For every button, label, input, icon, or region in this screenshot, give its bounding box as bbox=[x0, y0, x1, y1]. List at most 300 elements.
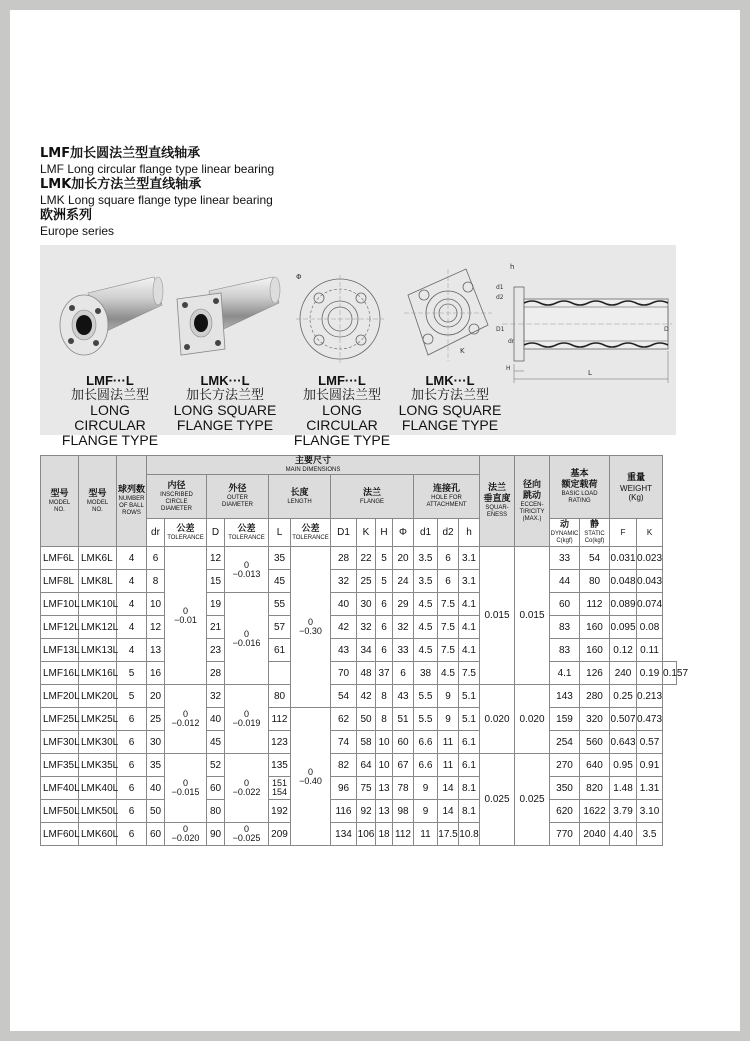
table-cell: 7.5 bbox=[438, 639, 459, 662]
label: MODEL bbox=[48, 499, 71, 506]
table-row bbox=[41, 593, 677, 616]
table-cell: 98 bbox=[393, 800, 414, 823]
table-row bbox=[41, 547, 677, 570]
table-cell: 6.1 bbox=[459, 754, 480, 777]
table-cell: 5.5 bbox=[414, 708, 438, 731]
label: 外径 bbox=[228, 484, 247, 494]
table-cell: 64 bbox=[357, 754, 376, 777]
table-row bbox=[41, 662, 677, 685]
table-cell: 9 bbox=[414, 800, 438, 823]
table-cell: 38 bbox=[414, 662, 438, 685]
label: −0.012 bbox=[171, 718, 200, 728]
table-cell: 10 bbox=[376, 731, 393, 754]
table-cell: 45 bbox=[269, 570, 291, 593]
D-tolerance-empty bbox=[269, 662, 291, 685]
table-cell: 5 bbox=[117, 685, 147, 708]
k-label: K bbox=[460, 347, 465, 355]
table-cell: 48 bbox=[357, 662, 376, 685]
table-cell: 82 bbox=[331, 754, 357, 777]
table-cell: 4.40 bbox=[610, 823, 637, 846]
table-row bbox=[41, 639, 677, 662]
table-cell: 5.1 bbox=[459, 685, 480, 708]
caption-lmk-photo bbox=[168, 373, 282, 433]
d1-label: d1 bbox=[496, 284, 504, 291]
table-cell: LMF6L bbox=[41, 547, 79, 570]
sub-static bbox=[580, 519, 610, 547]
caption-lmf-photo bbox=[54, 373, 166, 448]
table-cell: 34 bbox=[357, 639, 376, 662]
table-cell: 560 bbox=[580, 731, 610, 754]
table-cell: 60 bbox=[147, 823, 165, 846]
table-cell: 75 bbox=[357, 777, 376, 800]
label: CIRCLE bbox=[165, 498, 188, 505]
table-cell: 6 bbox=[117, 731, 147, 754]
table-cell: 0.19 bbox=[637, 662, 663, 685]
dr-tolerance-a bbox=[165, 547, 207, 685]
D-tolerance-d bbox=[225, 754, 269, 823]
table-cell: 43 bbox=[331, 639, 357, 662]
label: 重量 bbox=[627, 472, 646, 483]
table-cell: 4.1 bbox=[459, 616, 480, 639]
table-cell: 0.074 bbox=[637, 593, 663, 616]
label: FLANGE bbox=[359, 498, 384, 505]
table-cell: 240 bbox=[610, 662, 637, 685]
label: 0 bbox=[243, 824, 249, 834]
label: 0 bbox=[182, 778, 188, 788]
table-row bbox=[41, 800, 677, 823]
caption-en-1: LONG SQUARE bbox=[398, 402, 502, 418]
side-section-drawing bbox=[492, 259, 674, 419]
label: 垂直度 bbox=[483, 494, 511, 504]
label: WEIGHT bbox=[620, 483, 653, 493]
label: DYNAMIC bbox=[550, 531, 579, 537]
squareness-a: 0.015 bbox=[480, 547, 515, 685]
table-cell: 0.048 bbox=[610, 570, 637, 593]
caption-model: LMK···L bbox=[200, 373, 250, 388]
sub-dynamic bbox=[550, 519, 580, 547]
table-cell: 106 bbox=[357, 823, 376, 846]
table-cell: 6 bbox=[393, 662, 414, 685]
table-cell: 6 bbox=[438, 570, 459, 593]
label: 连接孔 bbox=[433, 484, 461, 494]
caption-en-2: FLANGE TYPE bbox=[176, 417, 274, 433]
label: 型号 bbox=[88, 488, 107, 499]
sub-L: L bbox=[269, 519, 291, 547]
table-row bbox=[41, 777, 677, 800]
table-cell: 20 bbox=[393, 547, 414, 570]
caption-model: LMF···L bbox=[86, 373, 134, 388]
table-cell: 25 bbox=[357, 570, 376, 593]
caption-en-2: FLANGE TYPE bbox=[61, 432, 159, 448]
table-cell: 16 bbox=[147, 662, 165, 685]
table-cell: 50 bbox=[147, 800, 165, 823]
label: 法兰 bbox=[488, 483, 507, 493]
table-cell: 7.5 bbox=[438, 616, 459, 639]
table-cell: 6 bbox=[376, 593, 393, 616]
table-cell: LMF20L bbox=[41, 685, 79, 708]
table-cell: LMF35L bbox=[41, 754, 79, 777]
table-row bbox=[41, 570, 677, 593]
table-cell: LMF10L bbox=[41, 593, 79, 616]
table-cell: 54 bbox=[580, 547, 610, 570]
sub-h: h bbox=[459, 519, 480, 547]
caption-en-1: LONG CIRCULAR bbox=[306, 402, 378, 433]
table-cell: LMF25L bbox=[41, 708, 79, 731]
sub-weight-K: K bbox=[637, 519, 663, 547]
label: MODEL bbox=[86, 499, 109, 506]
table-cell: 78 bbox=[393, 777, 414, 800]
table-cell: LMF13L bbox=[41, 639, 79, 662]
table-cell: 4 bbox=[117, 570, 147, 593]
lmk-front-view-drawing bbox=[398, 265, 496, 369]
label: C(kgf) bbox=[556, 538, 573, 544]
label: BASIC LOAD bbox=[561, 491, 598, 497]
table-cell: 11 bbox=[438, 754, 459, 777]
table-cell: 254 bbox=[550, 731, 580, 754]
table-cell: 62 bbox=[331, 708, 357, 731]
table-cell: 280 bbox=[580, 685, 610, 708]
label: −0.022 bbox=[232, 787, 261, 797]
header-row-1 bbox=[41, 456, 677, 475]
spec-table bbox=[40, 455, 689, 846]
label: 基本 bbox=[570, 469, 589, 479]
sub-D: D bbox=[207, 519, 225, 547]
table-cell: 820 bbox=[580, 777, 610, 800]
label: −0.015 bbox=[171, 787, 200, 797]
label: NO. bbox=[54, 506, 65, 513]
L-tolerance-b bbox=[291, 708, 331, 846]
table-cell: 60 bbox=[207, 777, 225, 800]
table-cell: LMF50L bbox=[41, 800, 79, 823]
label: NO. bbox=[92, 506, 103, 513]
table-cell: LMF16L bbox=[41, 662, 79, 685]
table-cell: 0.57 bbox=[637, 731, 663, 754]
label: 公差 bbox=[301, 523, 320, 534]
label: 长度 bbox=[290, 487, 309, 498]
table-cell: 3.10 bbox=[637, 800, 663, 823]
product-image-strip bbox=[40, 245, 676, 448]
table-cell: 126 bbox=[580, 662, 610, 685]
table-cell: 5 bbox=[117, 662, 147, 685]
label: 公差 bbox=[237, 523, 256, 534]
table-cell: 35 bbox=[147, 754, 165, 777]
table-cell: 10 bbox=[376, 754, 393, 777]
table-cell: 0.089 bbox=[610, 593, 637, 616]
table-cell: 6 bbox=[117, 777, 147, 800]
table-row bbox=[41, 685, 677, 708]
table-cell: 10.8 bbox=[459, 823, 480, 846]
table-cell: 40 bbox=[147, 777, 165, 800]
label: TOLERANCE bbox=[228, 534, 265, 541]
basic-load-header bbox=[550, 456, 610, 519]
table-cell: 209 bbox=[269, 823, 291, 846]
table-cell: LMK13L bbox=[79, 639, 117, 662]
table-cell: 6 bbox=[376, 616, 393, 639]
weight-header bbox=[610, 456, 663, 519]
label: −0.40 bbox=[299, 775, 322, 786]
table-cell: 4 bbox=[117, 639, 147, 662]
dr-tolerance-b bbox=[165, 685, 207, 754]
table-cell: 0.031 bbox=[610, 547, 637, 570]
table-cell: 40 bbox=[331, 593, 357, 616]
label: ENESS bbox=[486, 512, 508, 518]
label: OUTER bbox=[227, 495, 248, 501]
table-cell: 32 bbox=[357, 616, 376, 639]
table-cell: LMK60L bbox=[79, 823, 117, 846]
series-en: Europe series bbox=[40, 224, 115, 238]
label: 球列数 bbox=[117, 485, 145, 495]
label: −0.01 bbox=[174, 614, 197, 625]
table-cell: 21 bbox=[207, 616, 225, 639]
h-label: h bbox=[510, 263, 515, 271]
label: 公差 bbox=[176, 523, 195, 534]
table-cell: 8 bbox=[147, 570, 165, 593]
table-cell: 61 bbox=[269, 639, 291, 662]
label: 额定载荷 bbox=[561, 480, 598, 490]
table-cell: 14 bbox=[438, 800, 459, 823]
label: (MAX.) bbox=[522, 515, 542, 522]
label: 内径 bbox=[167, 480, 186, 491]
d2-label: d2 bbox=[496, 294, 504, 301]
table-cell: 134 bbox=[331, 823, 357, 846]
table-cell: 32 bbox=[393, 616, 414, 639]
table-cell: 4.5 bbox=[414, 616, 438, 639]
sub-H: H bbox=[376, 519, 393, 547]
table-cell: 74 bbox=[331, 731, 357, 754]
title-lmf-zh: LMF加长圆法兰型直线轴承 bbox=[40, 146, 201, 161]
table-cell: 22 bbox=[357, 547, 376, 570]
table-row bbox=[41, 754, 677, 777]
caption-zh: 加长圆法兰型 bbox=[302, 388, 381, 403]
table-cell: LMF60L bbox=[41, 823, 79, 846]
table-cell: 33 bbox=[393, 639, 414, 662]
table-cell: 12 bbox=[147, 616, 165, 639]
table-cell: 40 bbox=[207, 708, 225, 731]
table-cell: 14 bbox=[438, 777, 459, 800]
table-cell: 4 bbox=[117, 616, 147, 639]
table-cell: 4.5 bbox=[438, 662, 459, 685]
caption-en-1: LONG SQUARE bbox=[173, 402, 277, 418]
eccentricity-c: 0.025 bbox=[515, 754, 550, 846]
table-cell: 13 bbox=[376, 777, 393, 800]
table-cell: 70 bbox=[331, 662, 357, 685]
table-cell: 4.5 bbox=[414, 639, 438, 662]
table-cell: LMF40L bbox=[41, 777, 79, 800]
label: 跳动 bbox=[523, 490, 542, 501]
label: 0 bbox=[182, 709, 188, 719]
label: 0 bbox=[243, 559, 249, 570]
table-cell: 6.6 bbox=[414, 754, 438, 777]
label: NUMBER bbox=[118, 496, 145, 502]
table-cell: 80 bbox=[269, 685, 291, 708]
table-cell: 135 bbox=[269, 754, 291, 777]
table-cell: 0.12 bbox=[610, 639, 637, 662]
table-cell: LMK25L bbox=[79, 708, 117, 731]
table-cell: 3.5 bbox=[414, 570, 438, 593]
D-tolerance-a bbox=[225, 547, 269, 593]
title-lmk-en: LMK Long square flange type linear bearing bbox=[40, 193, 273, 207]
table-cell: 0.095 bbox=[610, 616, 637, 639]
H-label: H bbox=[506, 365, 511, 372]
caption-en-1: LONG CIRCULAR bbox=[74, 402, 146, 433]
table-row bbox=[41, 731, 677, 754]
table-cell: 4.1 bbox=[459, 639, 480, 662]
table-cell: 6 bbox=[438, 547, 459, 570]
table-cell: 45 bbox=[207, 731, 225, 754]
table-cell: 0.023 bbox=[637, 547, 663, 570]
table-cell: 620 bbox=[550, 800, 580, 823]
table-cell: 123 bbox=[269, 731, 291, 754]
label: −0.30 bbox=[299, 626, 322, 636]
document-header bbox=[40, 146, 274, 239]
table-cell: 6 bbox=[147, 547, 165, 570]
table-cell: 0.91 bbox=[637, 754, 663, 777]
table-cell: 50 bbox=[357, 708, 376, 731]
table-cell: 92 bbox=[357, 800, 376, 823]
caption-lmf-drawing bbox=[290, 373, 394, 448]
label: HOLE FOR bbox=[431, 495, 462, 501]
table-cell: LMK10L bbox=[79, 593, 117, 616]
table-cell: 640 bbox=[580, 754, 610, 777]
table-cell: 83 bbox=[550, 616, 580, 639]
table-cell: 8.1 bbox=[459, 800, 480, 823]
sub-L-tolerance bbox=[291, 519, 331, 547]
col-ball-rows bbox=[117, 456, 147, 547]
series-zh: 欧洲系列 bbox=[40, 208, 93, 223]
label: TIRICITY bbox=[519, 508, 545, 515]
label: 法兰 bbox=[362, 487, 381, 498]
squareness-c: 0.025 bbox=[480, 754, 515, 846]
phi-label: Φ bbox=[296, 273, 302, 281]
table-cell: LMK30L bbox=[79, 731, 117, 754]
sub-dr-tolerance bbox=[165, 519, 207, 547]
label: MAIN DIMENSIONS bbox=[285, 467, 341, 473]
sub-D1: D1 bbox=[331, 519, 357, 547]
table-cell: 30 bbox=[147, 731, 165, 754]
sub-K: K bbox=[357, 519, 376, 547]
table-cell: 20 bbox=[147, 685, 165, 708]
table-cell: 112 bbox=[269, 708, 291, 731]
caption-en-2: FLANGE TYPE bbox=[401, 417, 499, 433]
table-cell: 6 bbox=[117, 823, 147, 846]
table-cell: 6 bbox=[117, 800, 147, 823]
table-cell: 9 bbox=[438, 685, 459, 708]
table-cell: 151 154 bbox=[269, 777, 291, 800]
table-cell: 60 bbox=[550, 593, 580, 616]
table-cell: 10 bbox=[147, 593, 165, 616]
table-cell: 2040 bbox=[580, 823, 610, 846]
col-model-lmk bbox=[79, 456, 117, 547]
table-cell: LMK16L bbox=[79, 662, 117, 685]
table-cell: 24 bbox=[393, 570, 414, 593]
table-cell: 350 bbox=[550, 777, 580, 800]
table-cell: 83 bbox=[550, 639, 580, 662]
table-cell: 0.473 bbox=[637, 708, 663, 731]
table-cell: 1622 bbox=[580, 800, 610, 823]
table-cell: 112 bbox=[580, 593, 610, 616]
label: TOLERANCE bbox=[292, 534, 329, 541]
table-cell: 11 bbox=[414, 823, 438, 846]
table-cell: 17.5 bbox=[438, 823, 459, 846]
label: LENGTH bbox=[287, 498, 312, 505]
table-cell: 7.5 bbox=[438, 593, 459, 616]
table-cell: 9 bbox=[414, 777, 438, 800]
label: −0.016 bbox=[232, 637, 261, 648]
D-tolerance-b bbox=[225, 593, 269, 685]
table-cell: 0.043 bbox=[637, 570, 663, 593]
label: 径向 bbox=[523, 479, 542, 490]
D-tolerance-c bbox=[225, 685, 269, 754]
label: DIAMETER bbox=[160, 505, 192, 512]
table-cell: 9 bbox=[438, 708, 459, 731]
inner-diameter-header bbox=[147, 475, 207, 519]
caption-lmk-drawing bbox=[398, 373, 502, 433]
L-tolerance-a bbox=[291, 547, 331, 708]
table-cell: LMF12L bbox=[41, 616, 79, 639]
table-cell: 3.1 bbox=[459, 547, 480, 570]
table-cell: 4.1 bbox=[459, 593, 480, 616]
label: 0 bbox=[307, 617, 313, 627]
label: 静 bbox=[590, 520, 600, 530]
label: STATIC bbox=[584, 531, 605, 537]
L-label: L bbox=[588, 369, 592, 377]
table-row bbox=[41, 616, 677, 639]
table-cell: 6.1 bbox=[459, 731, 480, 754]
label: 主要尺寸 bbox=[295, 456, 332, 466]
label: OF BALL bbox=[119, 503, 144, 509]
table-cell: 80 bbox=[580, 570, 610, 593]
table-row bbox=[41, 823, 677, 846]
table-cell: 6 bbox=[117, 754, 147, 777]
table-cell: 55 bbox=[269, 593, 291, 616]
table-cell: 13 bbox=[147, 639, 165, 662]
table-cell: 51 bbox=[393, 708, 414, 731]
table-cell: 4.5 bbox=[414, 593, 438, 616]
table-cell: 5 bbox=[376, 547, 393, 570]
title-lmf-en: LMF Long circular flange type linear bearing bbox=[40, 162, 275, 176]
table-cell: 112 bbox=[393, 823, 414, 846]
sub-phi: Φ bbox=[393, 519, 414, 547]
label: 0 bbox=[243, 709, 249, 719]
label: Co(kgf) bbox=[584, 538, 605, 544]
caption-model: LMF···L bbox=[318, 373, 366, 388]
table-cell: 0.213 bbox=[637, 685, 663, 708]
table-cell: 35 bbox=[269, 547, 291, 570]
table-cell: 8 bbox=[376, 708, 393, 731]
table-cell: 44 bbox=[550, 570, 580, 593]
hole-header bbox=[414, 475, 480, 519]
table-cell: LMK50L bbox=[79, 800, 117, 823]
caption-zh: 加长圆法兰型 bbox=[70, 388, 149, 403]
table-cell: 12 bbox=[207, 547, 225, 570]
label: 0 bbox=[307, 766, 313, 777]
table-cell: 192 bbox=[269, 800, 291, 823]
table-cell: LMF30L bbox=[41, 731, 79, 754]
label: ROWS bbox=[122, 510, 141, 516]
table-cell: 43 bbox=[393, 685, 414, 708]
table-cell: LMF8L bbox=[41, 570, 79, 593]
table-cell: 25 bbox=[147, 708, 165, 731]
eccentricity-a: 0.015 bbox=[515, 547, 550, 685]
table-cell: 28 bbox=[331, 547, 357, 570]
label: ATTACHMENT bbox=[426, 502, 467, 508]
lmf-bearing-photo bbox=[54, 275, 166, 365]
table-cell: 33 bbox=[550, 547, 580, 570]
table-cell: 37 bbox=[376, 662, 393, 685]
dr-tolerance-c bbox=[165, 754, 207, 823]
table-cell: 1.31 bbox=[637, 777, 663, 800]
table-cell: 770 bbox=[550, 823, 580, 846]
